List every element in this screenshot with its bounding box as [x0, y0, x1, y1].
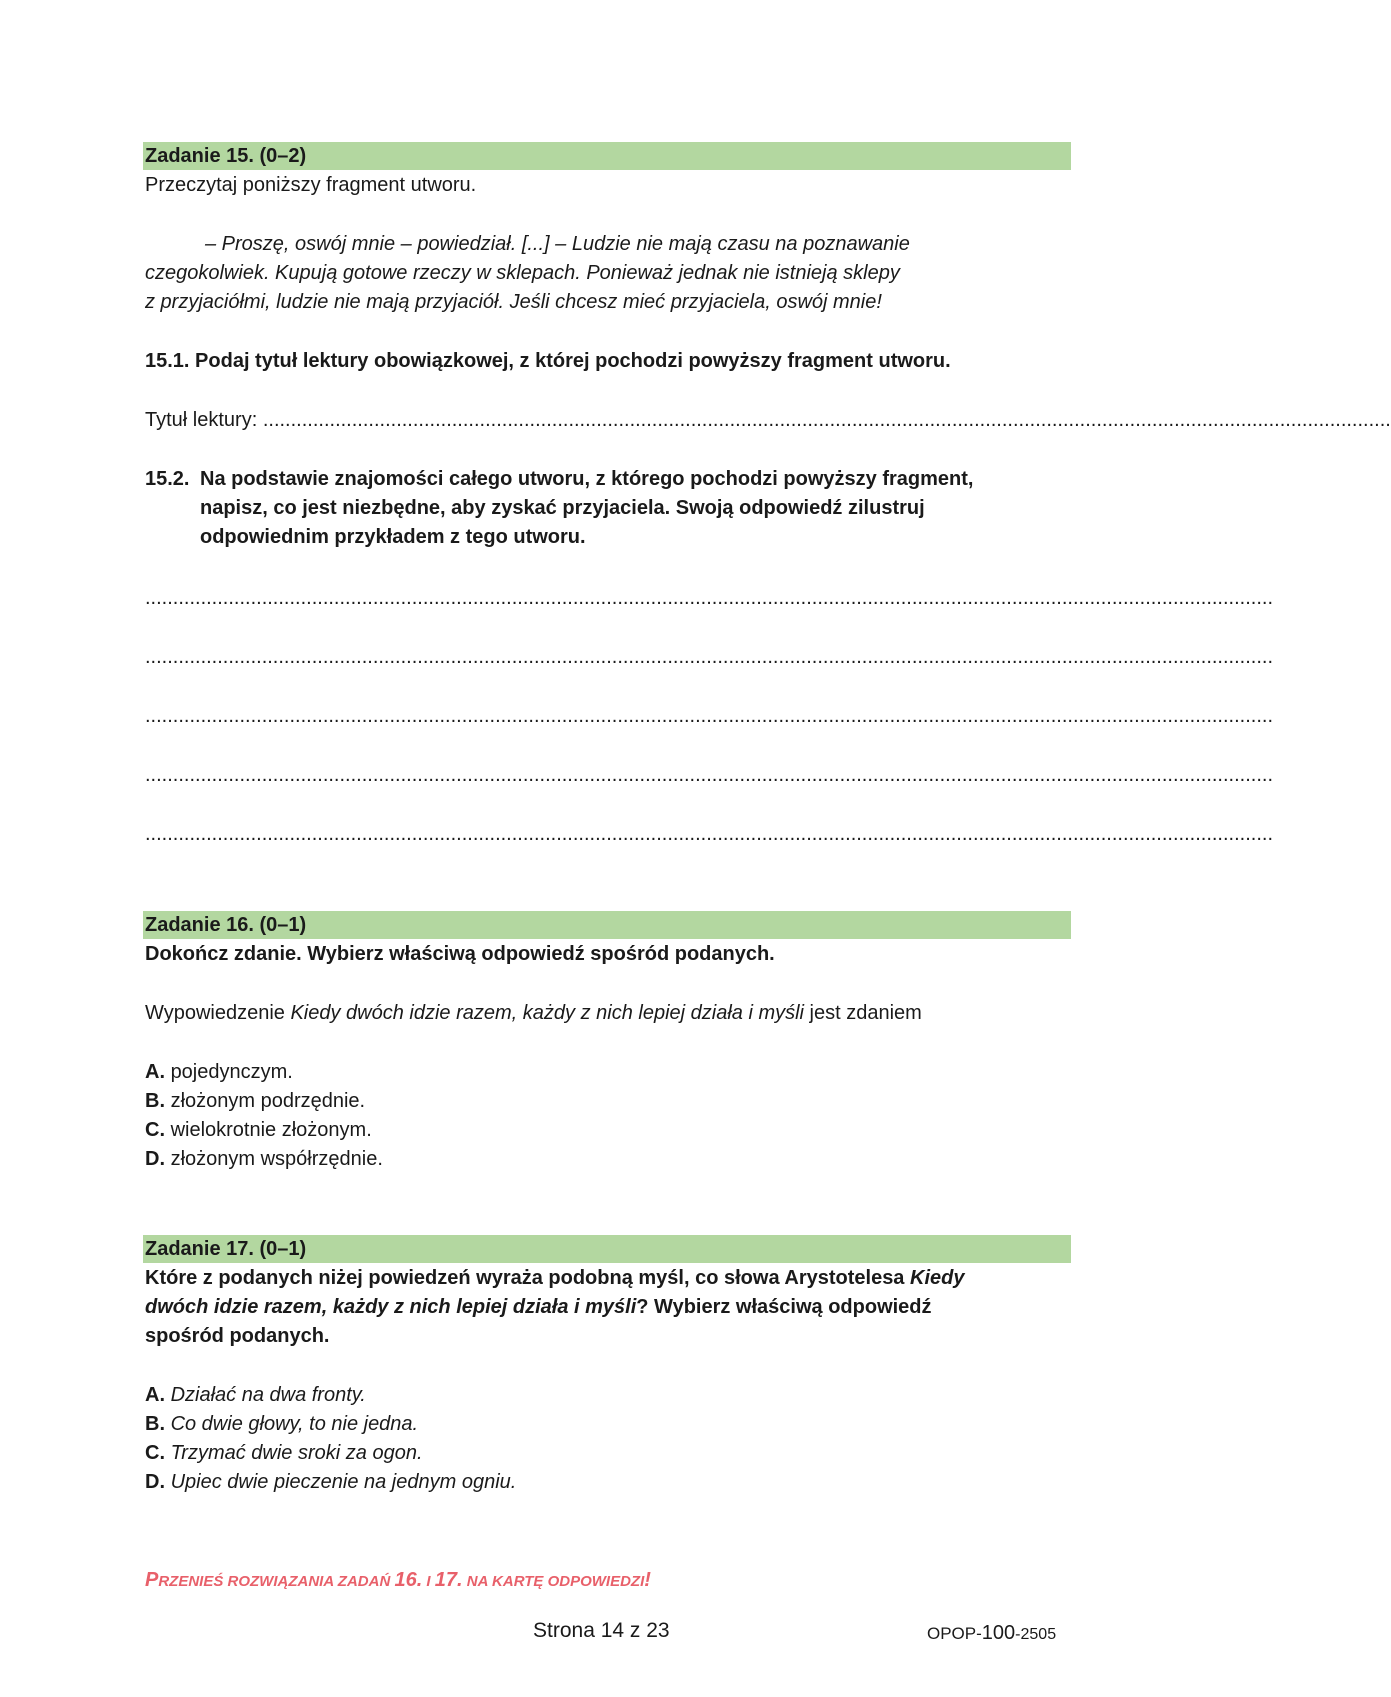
task-17-line-1-text: Które z podanych niżej powiedzeń wyraża podobną myśl, co słowa Arystotelesa	[145, 1267, 910, 1289]
option-letter: A.	[145, 1384, 165, 1406]
answer-line-3[interactable]: ...........................................................................................................................................................................................................	[145, 705, 1273, 727]
transfer-answers-note	[145, 1566, 651, 1596]
question-15-1	[145, 347, 951, 375]
task-17-option-a[interactable]	[145, 1381, 366, 1409]
option-letter: B.	[145, 1090, 165, 1112]
note-part: RZENIEŚ ROZWIĄZANIA ZADAŃ	[158, 1573, 395, 1590]
task-17-line-2-text: ? Wybierz właściwą odpowiedź	[636, 1296, 932, 1318]
code-part: 100	[981, 1622, 1016, 1644]
answer-line-4[interactable]: ...........................................................................................................................................................................................................	[145, 764, 1273, 786]
note-part: !	[644, 1569, 651, 1591]
question-15-1-text: Podaj tytuł lektury obowiązkowej, z której pochodzi powyższy fragment utworu.	[195, 350, 951, 372]
title-answer-dots: ...........................................................................................................................................................................................................	[262, 409, 1391, 431]
question-15-2-line-3: odpowiednim przykładem z tego utworu.	[200, 526, 586, 548]
option-letter: B.	[145, 1413, 165, 1435]
document-code	[927, 1619, 1056, 1649]
task-17-option-d[interactable]	[145, 1468, 516, 1496]
task-17-question-line-1	[145, 1264, 964, 1292]
task-16-stem-quote: Kiedy dwóch idzie razem, każdy z nich lepiej działa i myśli	[290, 1002, 804, 1024]
code-part: OPOP-	[927, 1624, 982, 1643]
task-17-line-2-quote: dwóch idzie razem, każdy z nich lepiej działa i myśli	[145, 1296, 637, 1318]
note-part: 17.	[434, 1569, 463, 1591]
option-letter: C.	[145, 1119, 165, 1141]
task-16-stem-before: Wypowiedzenie	[145, 1002, 291, 1024]
option-text: Co dwie głowy, to nie jedna.	[170, 1413, 419, 1435]
code-part: -2505	[1015, 1626, 1057, 1643]
answer-line-5[interactable]: ...........................................................................................................................................................................................................	[145, 823, 1273, 845]
answer-line-2[interactable]: ...........................................................................................................................................................................................................	[145, 646, 1273, 668]
option-text: wielokrotnie złożonym.	[170, 1119, 372, 1141]
task-17-option-b[interactable]	[145, 1410, 418, 1438]
quote-line-2: czegokolwiek. Kupują gotowe rzeczy w sklepach. Ponieważ jednak nie istnieją sklepy	[145, 262, 900, 284]
task-16-stem-after: jest zdaniem	[804, 1002, 922, 1024]
task-16-option-a[interactable]	[145, 1058, 293, 1086]
task-16-instruction: Dokończ zdanie. Wybierz właściwą odpowiedź spośród podanych.	[145, 943, 775, 965]
option-letter: D.	[145, 1471, 165, 1493]
option-letter: D.	[145, 1148, 165, 1170]
note-part: I	[422, 1573, 435, 1590]
option-text: Działać na dwa fronty.	[170, 1384, 366, 1406]
title-answer-label: Tytuł lektury:	[145, 409, 258, 431]
option-text: Upiec dwie pieczenie na jednym ogniu.	[170, 1471, 517, 1493]
answer-line-1[interactable]: ...........................................................................................................................................................................................................	[145, 587, 1273, 609]
task-16-option-d[interactable]	[145, 1145, 383, 1173]
task-17-header: Zadanie 17. (0–1)	[143, 1235, 1071, 1263]
task-15-instruction: Przeczytaj poniższy fragment utworu.	[145, 174, 477, 196]
question-15-2-line-1: Na podstawie znajomości całego utworu, z którego pochodzi powyższy fragment,	[200, 468, 974, 490]
option-text: Trzymać dwie sroki za ogon.	[170, 1442, 423, 1464]
note-part: 16.	[394, 1569, 423, 1591]
option-text: złożonym podrzędnie.	[170, 1090, 366, 1112]
task-16-option-c[interactable]	[145, 1116, 372, 1144]
note-part: NA KARTĘ ODPOWIEDZI	[462, 1573, 645, 1590]
option-text: pojedynczym.	[170, 1061, 293, 1083]
task-17-option-c[interactable]	[145, 1439, 423, 1467]
question-15-2-number: 15.2.	[145, 468, 190, 490]
option-text: złożonym współrzędnie.	[170, 1148, 383, 1170]
note-part: P	[145, 1569, 159, 1591]
page-number: Strona 14 z 23	[533, 1619, 670, 1642]
task-16-stem	[145, 999, 922, 1027]
option-letter: A.	[145, 1061, 165, 1083]
quote-line-1: – Proszę, oswój mnie – powiedział. [...] – Ludzie nie mają czasu na poznawanie	[205, 233, 910, 255]
title-answer-field[interactable]	[145, 406, 1391, 434]
quote-line-3: z przyjaciółmi, ludzie nie mają przyjaciół. Jeśli chcesz mieć przyjaciela, oswój mnie!	[145, 291, 882, 313]
option-letter: C.	[145, 1442, 165, 1464]
task-17-question-line-2	[145, 1293, 932, 1321]
task-15-header: Zadanie 15. (0–2)	[143, 142, 1071, 170]
task-16-option-b[interactable]	[145, 1087, 365, 1115]
task-17-line-1-quote: Kiedy	[910, 1267, 965, 1289]
question-15-1-number: 15.1.	[145, 350, 190, 372]
task-16-header: Zadanie 16. (0–1)	[143, 911, 1071, 939]
task-17-question-line-3: spośród podanych.	[145, 1325, 330, 1347]
question-15-2-line-2: napisz, co jest niezbędne, aby zyskać przyjaciela. Swoją odpowiedź zilustruj	[200, 497, 925, 519]
